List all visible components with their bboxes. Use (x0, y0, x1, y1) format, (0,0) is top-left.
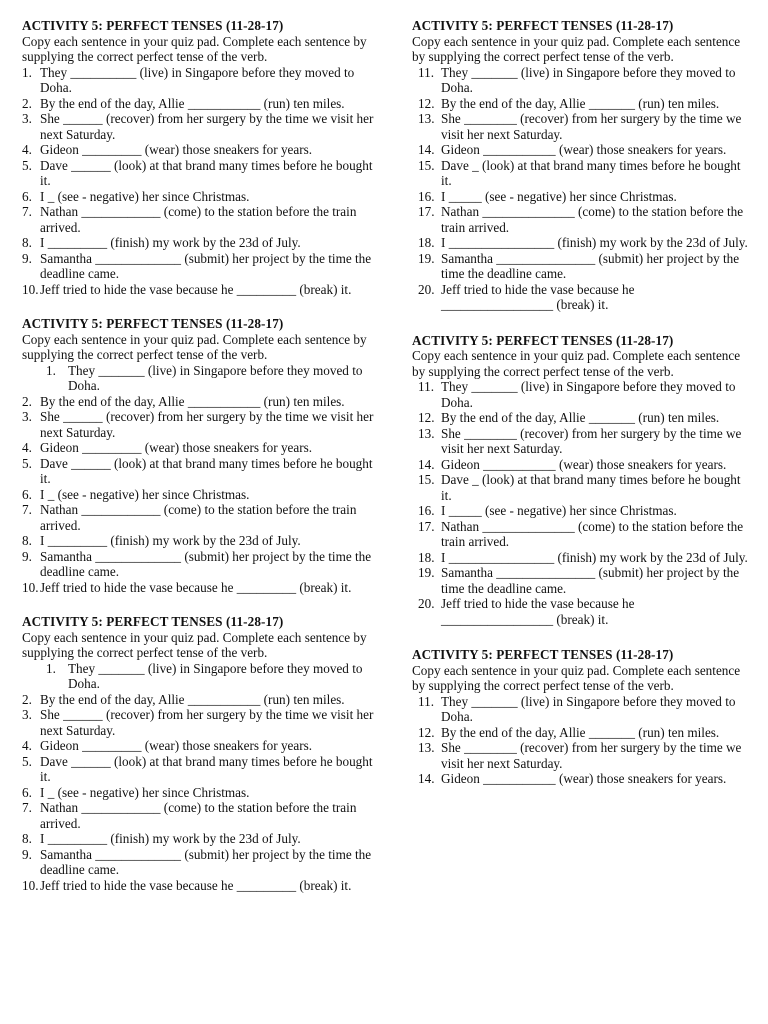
question-number: 8. (22, 235, 32, 250)
activity-block (22, 316, 376, 595)
question-number: 11. (418, 379, 434, 394)
question-item (412, 251, 748, 282)
question-number: 13. (418, 740, 435, 755)
question-item (412, 204, 748, 235)
question-number: 4. (22, 142, 32, 157)
question-text: By the end of the day, Allie _______ (run) ten miles. (441, 95, 720, 111)
question-number: 7. (22, 502, 32, 517)
question-number: 17. (418, 204, 435, 219)
question-number: 12. (418, 410, 435, 425)
question-item (412, 158, 748, 189)
question-number: 6. (22, 188, 32, 204)
question-text: Jeff tried to hide the vase because he _________ (break) it. (40, 579, 352, 595)
question-text: They _______ (live) in Singapore before they moved to Doha. (441, 693, 736, 724)
question-item (22, 251, 376, 282)
question-text: I _ (see - negative) her since Christmas. (40, 188, 250, 204)
question-number: 12. (418, 95, 435, 111)
question-item (22, 580, 376, 596)
question-number: 15. (418, 157, 435, 173)
question-list (412, 379, 748, 627)
question-text: She ________ (recover) from her surgery by the time we visit her next Saturday. (441, 111, 742, 142)
question-item (412, 457, 748, 473)
question-number: 13. (418, 425, 435, 441)
question-text: I _________ (finish) my work by the 23d of July. (40, 831, 301, 846)
question-item (412, 410, 748, 426)
question-item (412, 189, 748, 205)
activity-instructions: Copy each sentence in your quiz pad. Complete each sentence by supplying the correct perfect tense of the verb. (412, 348, 741, 379)
activity-instructions: Copy each sentence in your quiz pad. Complete each sentence by supplying the correct perfect tense of the verb. (412, 33, 741, 64)
question-number: 9. (22, 846, 32, 862)
question-number: 18. (418, 549, 435, 565)
activity-block (412, 18, 748, 313)
question-number: 3. (22, 707, 32, 722)
question-item (22, 440, 376, 456)
question-item (22, 409, 376, 440)
question-text: They __________ (live) in Singapore before they moved to Doha. (40, 64, 355, 95)
question-item (412, 550, 748, 566)
question-number: 6. (22, 486, 32, 502)
question-text: Nathan ______________ (come) to the station before the train arrived. (441, 518, 744, 549)
question-text: Dave ______ (look) at that brand many times before he bought it. (40, 157, 373, 188)
question-number: 9. (22, 548, 32, 564)
question-text: She ______ (recover) from her surgery by the time we visit her next Saturday. (40, 707, 374, 738)
activity-title: ACTIVITY 5: PERFECT TENSES (11-28-17) (22, 316, 284, 331)
question-number: 9. (22, 250, 32, 266)
question-item (22, 487, 376, 503)
question-number: 10. (22, 579, 39, 595)
question-item (412, 503, 748, 519)
question-item (22, 738, 376, 754)
activity-block (412, 647, 748, 787)
question-item (412, 740, 748, 771)
question-number: 1. (46, 362, 56, 378)
question-item (412, 725, 748, 741)
question-number: 16. (418, 188, 435, 204)
question-number: 14. (418, 771, 435, 786)
question-item (412, 282, 748, 313)
question-item (22, 661, 376, 692)
question-number: 10. (22, 877, 39, 893)
question-item (22, 142, 376, 158)
question-number: 19. (418, 250, 435, 266)
question-text: Gideon _________ (wear) those sneakers for years. (40, 142, 313, 157)
question-number: 7. (22, 204, 32, 219)
question-number: 20. (418, 596, 435, 611)
question-text: Samantha _____________ (submit) her project by the time the deadline came. (40, 846, 372, 877)
question-text: Nathan ____________ (come) to the station before the train arrived. (40, 800, 357, 831)
question-number: 1. (46, 660, 56, 676)
question-item (412, 235, 748, 251)
question-list (412, 65, 748, 313)
question-number: 5. (22, 157, 32, 173)
question-number: 20. (418, 281, 435, 297)
activity-block (22, 614, 376, 893)
question-text: They _______ (live) in Singapore before they moved to Doha. (441, 64, 736, 95)
question-number: 6. (22, 784, 32, 800)
question-number: 7. (22, 800, 32, 815)
question-item (22, 800, 376, 831)
question-text: They _______ (live) in Singapore before they moved to Doha. (441, 379, 736, 410)
question-text: She ________ (recover) from her surgery by the time we visit her next Saturday. (441, 740, 742, 771)
question-item (22, 831, 376, 847)
question-text: Dave _ (look) at that brand many times before he bought it. (441, 472, 741, 503)
question-text: Dave ______ (look) at that brand many times before he bought it. (40, 753, 373, 784)
question-text: Jeff tried to hide the vase because he _________ (break) it. (40, 281, 352, 297)
question-number: 3. (22, 111, 32, 126)
question-item (22, 235, 376, 251)
activity-title: ACTIVITY 5: PERFECT TENSES (11-28-17) (22, 614, 284, 629)
question-list (22, 65, 376, 298)
question-text: By the end of the day, Allie _______ (run) ten miles. (441, 410, 720, 425)
question-item (22, 707, 376, 738)
question-number: 16. (418, 503, 435, 518)
question-item (22, 456, 376, 487)
question-item (22, 878, 376, 894)
activity-block (412, 333, 748, 628)
question-item (412, 519, 748, 550)
question-item (22, 189, 376, 205)
question-text: Gideon ___________ (wear) those sneakers for years. (441, 456, 727, 472)
question-list (22, 661, 376, 894)
question-number: 2. (22, 691, 32, 707)
question-text: I _____ (see - negative) her since Christmas. (441, 503, 677, 518)
question-number: 10. (22, 281, 39, 297)
question-number: 11. (418, 693, 434, 709)
question-text: She ______ (recover) from her surgery by the time we visit her next Saturday. (40, 111, 374, 142)
question-number: 8. (22, 831, 32, 846)
activity-title: ACTIVITY 5: PERFECT TENSES (11-28-17) (22, 18, 284, 33)
question-number: 15. (418, 472, 435, 487)
question-text: Samantha _______________ (submit) her project by the time the deadline came. (441, 565, 740, 596)
question-item (22, 502, 376, 533)
question-number: 2. (22, 393, 32, 409)
question-item (22, 111, 376, 142)
question-text: Gideon _________ (wear) those sneakers for years. (40, 440, 313, 455)
activity-block (22, 18, 376, 297)
question-text: Jeff tried to hide the vase because he _________________ (break) it. (441, 281, 635, 312)
question-text: Jeff tried to hide the vase because he _________ (break) it. (40, 877, 352, 893)
question-item (412, 96, 748, 112)
question-text: She ______ (recover) from her surgery by the time we visit her next Saturday. (40, 409, 374, 440)
question-item (22, 204, 376, 235)
question-item (22, 692, 376, 708)
question-item (22, 282, 376, 298)
activity-instructions: Copy each sentence in your quiz pad. Complete each sentence by supplying the correct perfect tense of the verb. (22, 629, 367, 660)
question-text: By the end of the day, Allie ___________ (run) ten miles. (40, 393, 345, 409)
question-text: Nathan ____________ (come) to the station before the train arrived. (40, 502, 357, 533)
question-item (412, 379, 748, 410)
question-text: By the end of the day, Allie _______ (run) ten miles. (441, 724, 720, 740)
question-number: 12. (418, 724, 435, 740)
question-text: They _______ (live) in Singapore before they moved to Doha. (68, 362, 363, 393)
activity-instructions: Copy each sentence in your quiz pad. Complete each sentence by supplying the correct perfect tense of the verb. (22, 33, 367, 64)
right-column (412, 18, 748, 807)
question-item (22, 65, 376, 96)
question-text: Gideon ___________ (wear) those sneakers for years. (441, 771, 727, 786)
question-number: 8. (22, 533, 32, 548)
question-text: Nathan ______________ (come) to the station before the train arrived. (441, 204, 744, 235)
question-number: 17. (418, 518, 435, 534)
question-number: 14. (418, 142, 435, 157)
activity-instructions: Copy each sentence in your quiz pad. Complete each sentence by supplying the correct perfect tense of the verb. (22, 331, 367, 362)
question-number: 5. (22, 753, 32, 769)
question-text: Gideon _________ (wear) those sneakers for years. (40, 738, 313, 753)
question-text: I _____ (see - negative) her since Christmas. (441, 188, 677, 204)
question-item (412, 142, 748, 158)
question-text: Samantha _______________ (submit) her project by the time the deadline came. (441, 250, 740, 281)
question-number: 19. (418, 565, 435, 580)
question-text: I _ (see - negative) her since Christmas. (40, 486, 250, 502)
activity-title: ACTIVITY 5: PERFECT TENSES (11-28-17) (412, 332, 674, 348)
question-text: I _________ (finish) my work by the 23d of July. (40, 533, 301, 548)
question-item (412, 111, 748, 142)
question-number: 4. (22, 738, 32, 753)
question-item (22, 158, 376, 189)
question-text: I ________________ (finish) my work by the 23d of July. (441, 549, 748, 565)
question-number: 5. (22, 455, 32, 471)
question-text: They _______ (live) in Singapore before they moved to Doha. (68, 660, 363, 691)
left-column (22, 18, 376, 912)
activity-title: ACTIVITY 5: PERFECT TENSES (11-28-17) (412, 18, 674, 33)
question-text: Dave ______ (look) at that brand many times before he bought it. (40, 455, 373, 486)
activity-title: ACTIVITY 5: PERFECT TENSES (11-28-17) (412, 647, 674, 662)
question-item (22, 549, 376, 580)
question-item (412, 771, 748, 787)
question-number: 18. (418, 235, 435, 250)
question-item (412, 65, 748, 96)
question-number: 2. (22, 95, 32, 111)
question-item (22, 785, 376, 801)
question-item (22, 394, 376, 410)
activity-instructions: Copy each sentence in your quiz pad. Complete each sentence by supplying the correct perfect tense of the verb. (412, 662, 741, 693)
question-number: 13. (418, 111, 435, 126)
question-text: I ________________ (finish) my work by the 23d of July. (441, 235, 748, 250)
question-item (22, 754, 376, 785)
question-text: Samantha _____________ (submit) her project by the time the deadline came. (40, 548, 372, 579)
question-item (22, 847, 376, 878)
question-text: Nathan ____________ (come) to the station before the train arrived. (40, 204, 357, 235)
question-item (412, 596, 748, 627)
question-text: Jeff tried to hide the vase because he _________________ (break) it. (441, 596, 635, 627)
question-number: 14. (418, 456, 435, 472)
question-list (412, 694, 748, 787)
question-text: By the end of the day, Allie ___________ (run) ten miles. (40, 691, 345, 707)
question-text: Dave _ (look) at that brand many times before he bought it. (441, 157, 741, 188)
question-item (22, 363, 376, 394)
question-text: I _ (see - negative) her since Christmas. (40, 784, 250, 800)
question-text: Gideon ___________ (wear) those sneakers for years. (441, 142, 727, 157)
question-item (22, 533, 376, 549)
question-item (412, 472, 748, 503)
question-number: 4. (22, 440, 32, 455)
question-item (412, 426, 748, 457)
question-item (412, 694, 748, 725)
question-text: She ________ (recover) from her surgery by the time we visit her next Saturday. (441, 425, 742, 456)
question-number: 3. (22, 409, 32, 424)
question-number: 1. (22, 64, 32, 80)
question-list (22, 363, 376, 596)
question-item (22, 96, 376, 112)
question-item (412, 565, 748, 596)
question-number: 11. (418, 64, 434, 80)
question-text: I _________ (finish) my work by the 23d of July. (40, 235, 301, 250)
question-text: By the end of the day, Allie ___________ (run) ten miles. (40, 95, 345, 111)
question-text: Samantha _____________ (submit) her project by the time the deadline came. (40, 250, 372, 281)
